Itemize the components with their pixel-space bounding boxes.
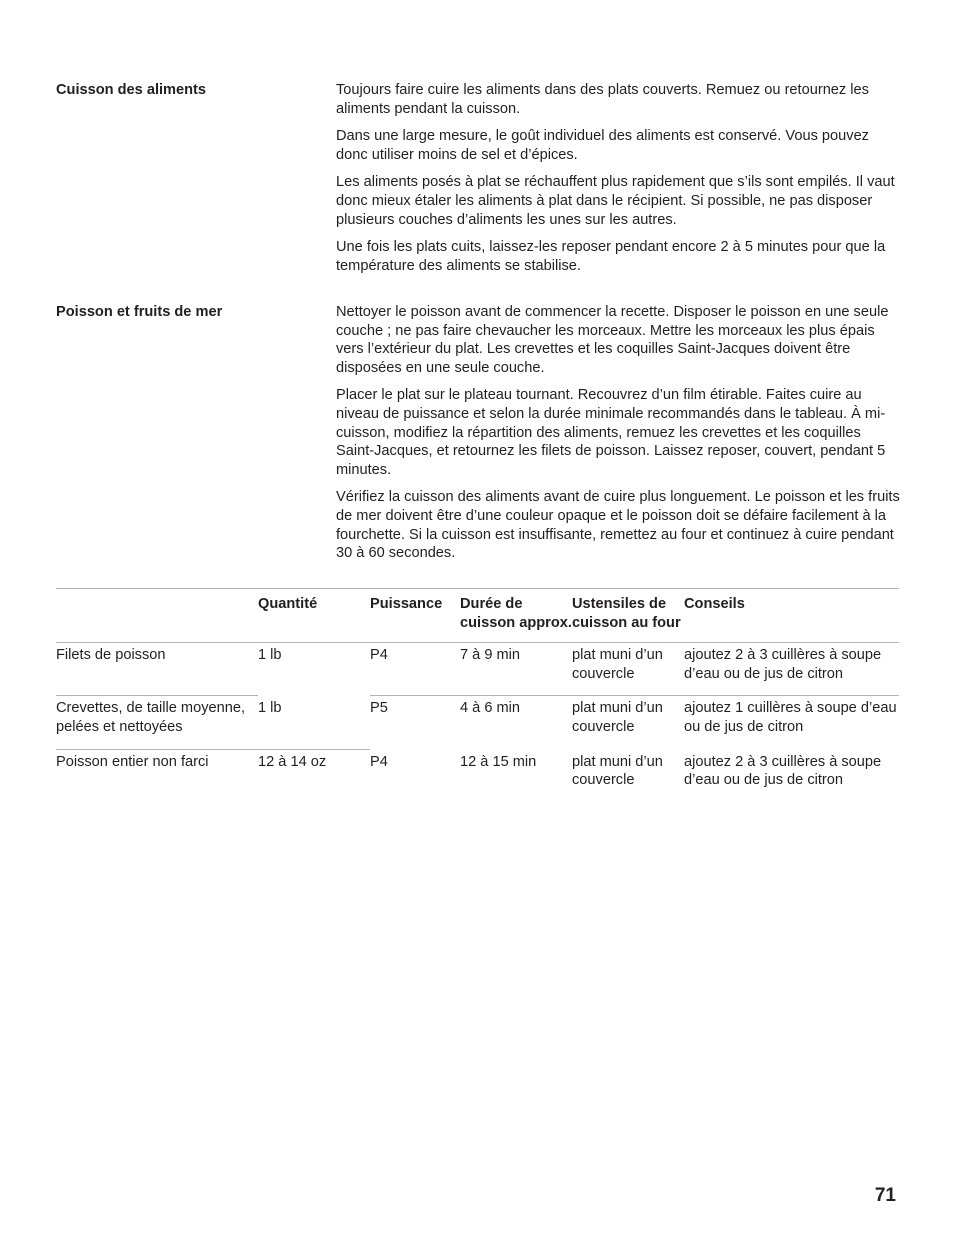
- cell-utensils: plat muni d’un couvercle: [572, 753, 663, 789]
- paragraph: Placer le plat sur le plateau tournant. Recouvrez d’un film étirable. Faites cuire au niveau de puissance et selon la durée minimale recommandés dans le tableau. À mi-cuisson, modifiez la répartition des aliments, remuez les crevettes et les coquilles Saint-Jacques, et retournez les filets de poisson. Laissez reposer, couvert, pendant 5 minutes.: [336, 387, 886, 478]
- paragraph: Dans une large mesure, le goût individuel des aliments est conservé. Vous pouvez donc utiliser moins de sel et d’épices.: [336, 128, 869, 163]
- cell-tips: ajoutez 2 à 3 cuillères à soupe d’eau ou de jus de citron: [684, 643, 899, 696]
- section-title: Poisson et fruits de mer: [56, 304, 223, 320]
- cell-power: P4: [370, 643, 460, 696]
- cell-tips: ajoutez 2 à 3 cuillères à soupe d’eau ou de jus de citron: [684, 753, 882, 789]
- cell-duration: 12 à 15 min: [460, 753, 537, 770]
- header-power: Puissance: [370, 588, 460, 643]
- cell-quantity: 12 à 14 oz: [258, 753, 327, 770]
- section-title: Cuisson des aliments: [56, 82, 207, 98]
- page-number: 71: [874, 1185, 896, 1206]
- paragraph: Toujours faire cuire les aliments dans des plats couverts. Remuez ou retournez les aliments pendant la cuisson.: [336, 82, 869, 117]
- cell-utensils: plat muni d’un couvercle: [572, 700, 663, 735]
- header-quantity: Quantité: [258, 588, 358, 643]
- cell-quantity: 1 lb: [258, 647, 282, 664]
- cell-food: Filets de poisson: [56, 643, 246, 696]
- cell-food: Crevettes, de taille moyenne, pelées et nettoyées: [56, 696, 246, 749]
- cell-quantity: 1 lb: [258, 696, 358, 749]
- table-row: [56, 643, 899, 696]
- cooking-table-grid: [56, 588, 899, 802]
- header-tips: Conseils: [684, 588, 899, 643]
- table-header-row: [56, 588, 899, 643]
- header-utensils: Ustensiles de cuisson au four: [572, 588, 684, 643]
- cell-tips: ajoutez 1 cuillères à soupe d’eau ou de jus de citron: [684, 700, 897, 735]
- cooking-table: [56, 588, 899, 802]
- cell-duration: 7 à 9 min: [460, 643, 572, 696]
- cell-utensils: plat muni d’un couvercle: [572, 643, 684, 696]
- cell-power: P4: [370, 753, 388, 770]
- paragraph: Vérifiez la cuisson des aliments avant de cuire plus longuement. Le poisson et les fruits de mer doivent être d’une couleur opaque et le poisson doit se défaire facilement à la fourchette. Si la cuisson est insuffisante, remettez au four et continuez à cuire pendant 30 à 60 secondes.: [336, 489, 900, 562]
- header-food: [56, 588, 246, 643]
- section-body: [336, 303, 901, 572]
- cell-power: P5: [370, 700, 388, 717]
- paragraph: Les aliments posés à plat se réchauffent plus rapidement que s’ils sont empilés. Il vaut donc mieux étaler les aliments à plat dans le récipient. Si possible, ne pas disposer plusieurs couches d’aliments les unes sur les autres.: [336, 174, 895, 228]
- paragraph: Une fois les plats cuits, laissez-les reposer pendant encore 2 à 5 minutes pour que la température des aliments se stabilise.: [336, 239, 886, 274]
- cell-food: Poisson entier non farci: [56, 753, 209, 770]
- table-row: [56, 750, 899, 802]
- paragraph: Nettoyer le poisson avant de commencer la recette. Disposer le poisson en une seule couche ; ne pas faire chevaucher les morceaux. Mettre les morceaux les plus épais vers l’extérieur du plat. Les crevettes et les coquilles Saint-Jacques doivent être disposées en une seule couche.: [336, 304, 889, 376]
- table-row: [56, 696, 899, 749]
- section-body: [336, 81, 901, 284]
- cell-duration: 4 à 6 min: [460, 700, 521, 717]
- header-duration: Durée de cuisson approx.: [460, 588, 572, 643]
